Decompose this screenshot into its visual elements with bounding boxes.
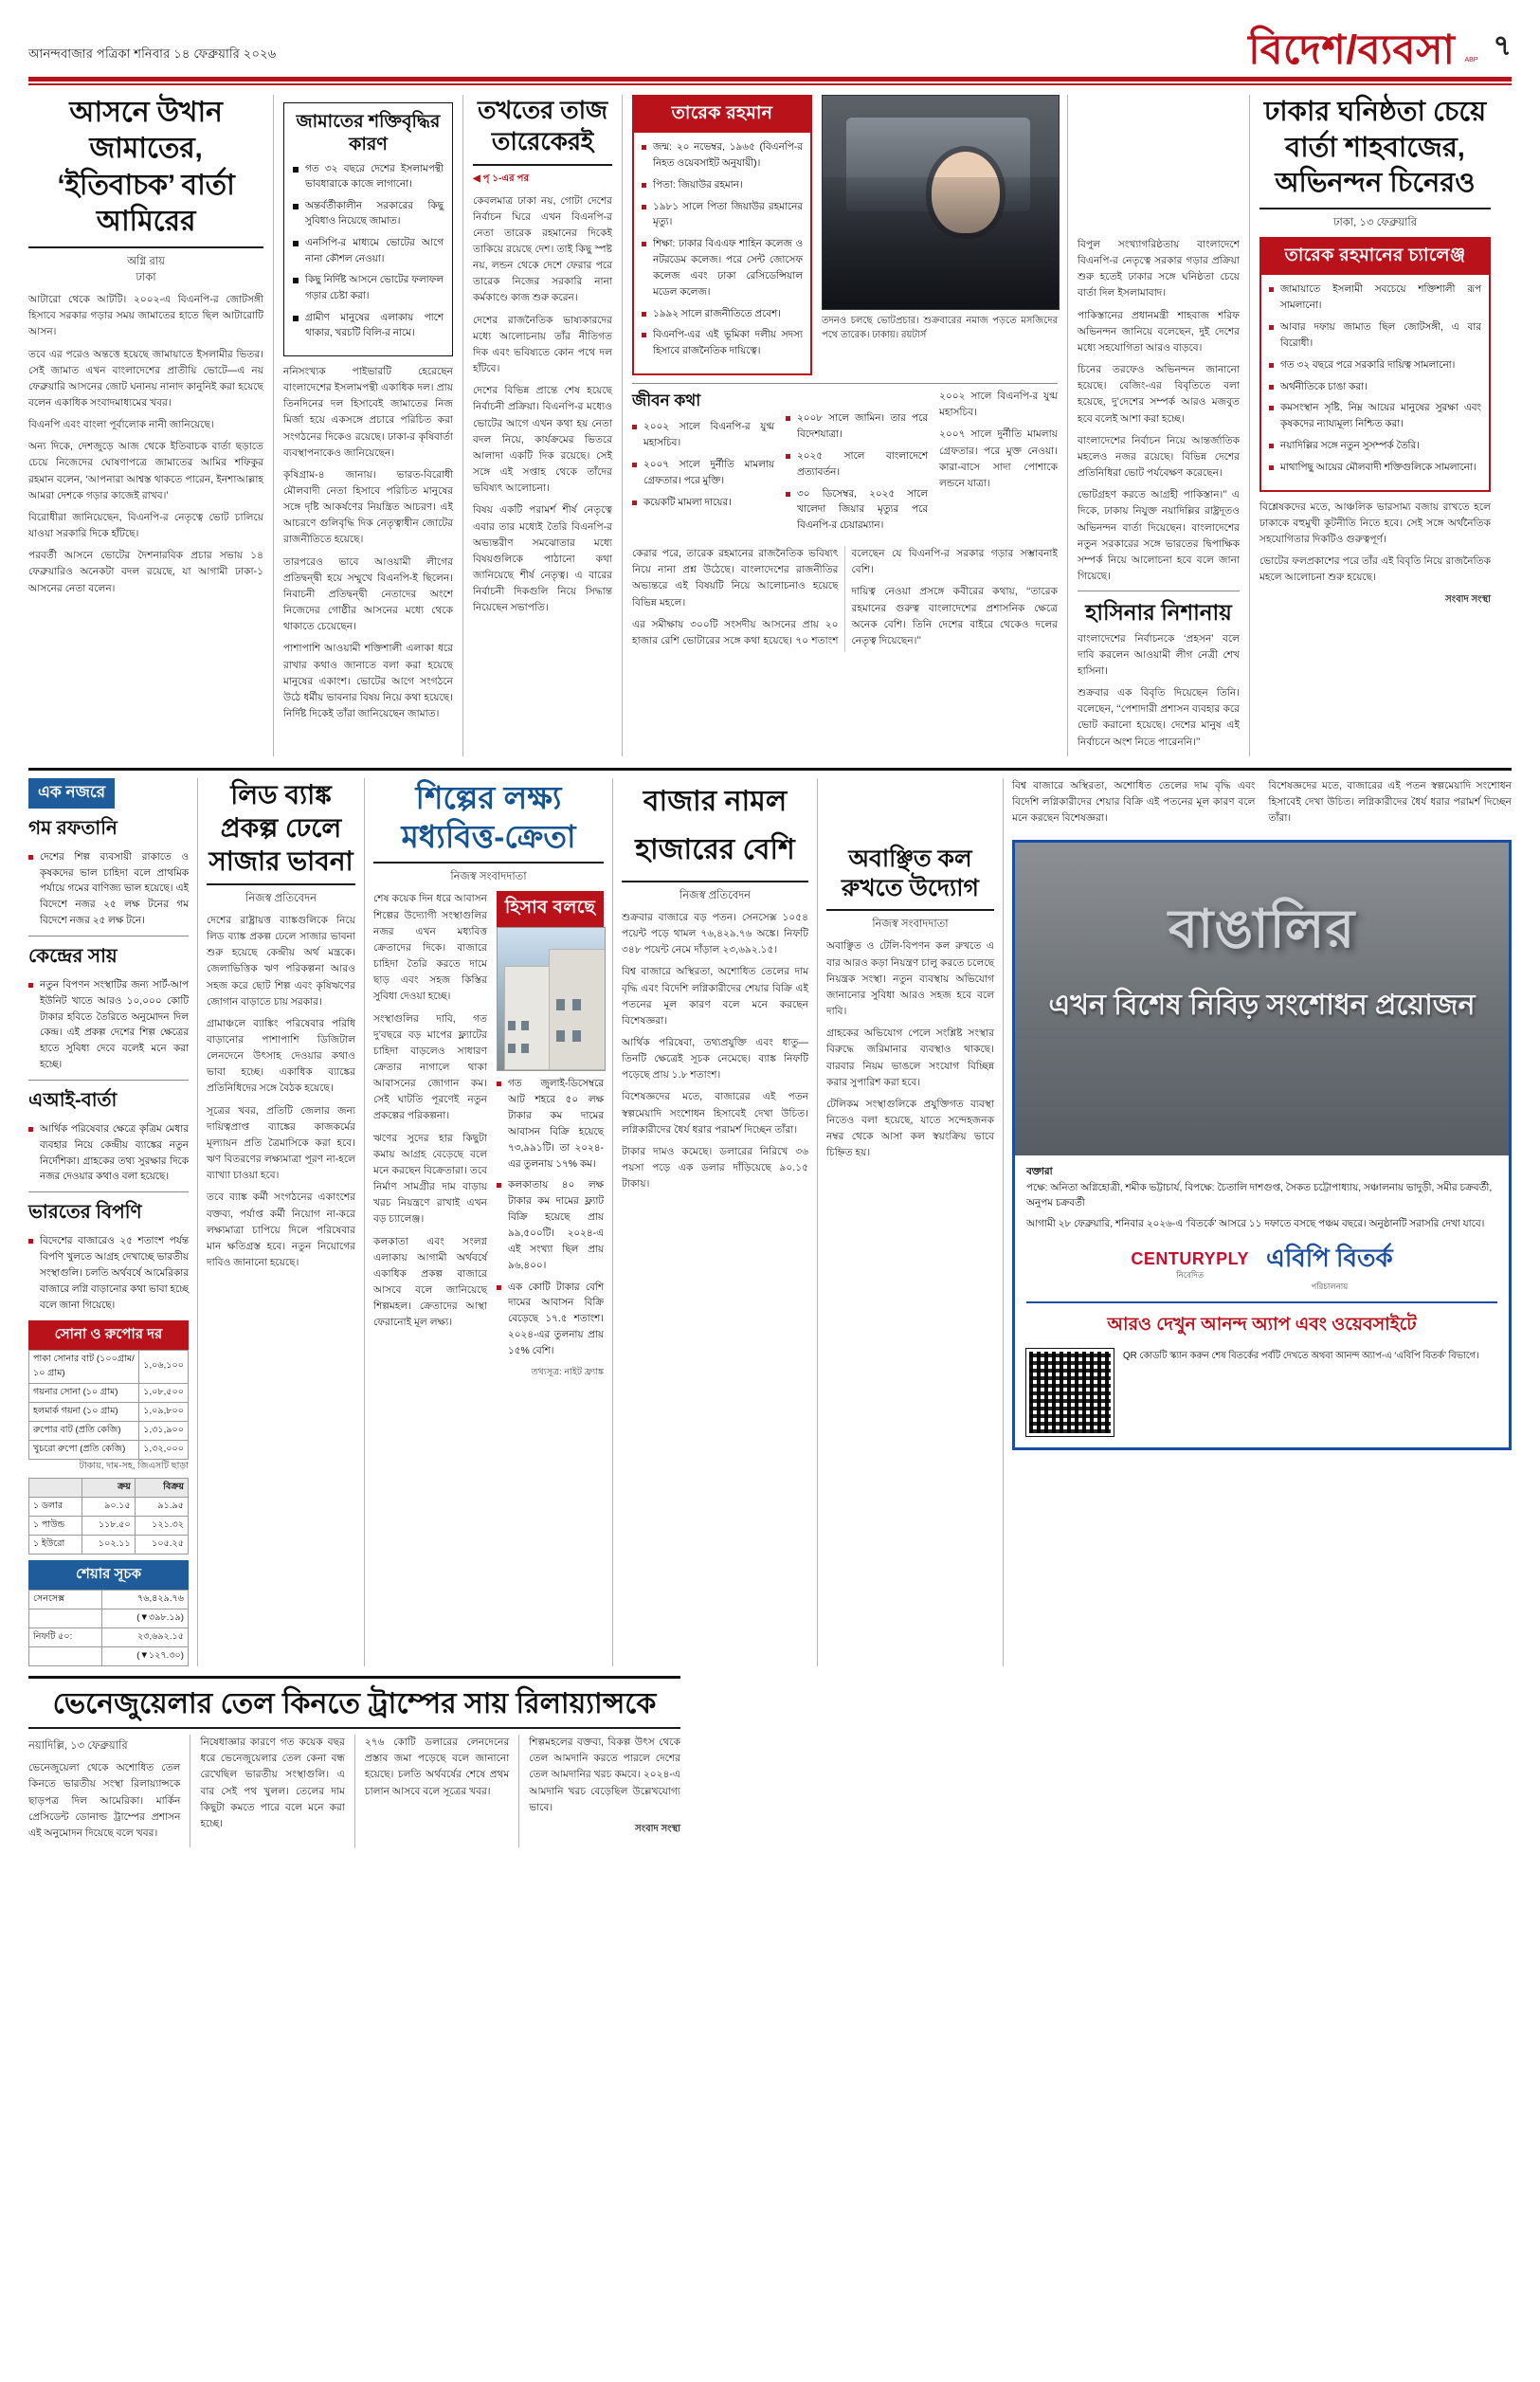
table-row: গয়নার সোনা (১০ গ্রাম) ১,০৮,৫০০ [29,1383,189,1402]
list-item: মাথাপিছু আয়ের মৌলবাদী শক্তিগুলিকে সামলানো। [1269,461,1481,477]
list-item: ২০০৮ সালে জামিন। তার পরে বিদেশযাত্রা। [786,411,928,444]
story-takhter-headline: তখতের তাজ তারেকেরই [478,96,607,156]
masthead-date: আনন্দবাজার পত্রিকা শনিবার ১৪ ফেব্রুয়ারি ২০২৬ [28,46,277,61]
list-item: নতুন বিপণন সংস্থাটির জন্য সার্ট-আপ ইউনিট খাতে আরও ১০,০০০ কোটি টাকার হবিতে তৈরিতে অনুমোদন দিল কেন্দ্র। এই প্রকল্প দেশের শিল্প ক্ষেত্রের হাতে সুবিধা দেবে বলেই মনে করা হচ্ছে। [28,978,189,1074]
brand-abp-sub: পরিচালনায় [1311,1281,1349,1291]
top-section [28,95,1512,756]
brand-centuryply-sub: নিবেদিত [1176,1270,1205,1281]
list-item: কমসংস্থান সৃষ্টি, নিম্ন আয়ের মানুষের সুরক্ষা এবং কৃষকদের ন্যায্যমূল্য নিশ্চিত করা। [1269,401,1481,433]
story-left-body: আটারো থেকে আটটি। ২০০২-এ বিএনপি-র জোটসঙ্গী হিসাবে সরকার গড়ার সময় জামাতের হাতে ছিল আটারোটি আসন। তবে এর পরেও অন্তত্তে হয়েছে জামায়াতে ইসলামীর ভিতর। সেই জামাত এখন বাংলাদেশের প্রাতীয়ি ভোটে—এ নয় ফেব্রুয়ারি আসনের জোট ঘনানয় নানাদ কানুনিই করা হয়েছে বলেন একাধিক সংবাদমাধ্যমের খবর। বিএনপি এবং বাংলা পূর্বালোক নানী জানিয়েছে। অন্য দিকে, দেশজুড়ে আজ থেকে ইতিবাচক বার্তা ছড়াতে চেয়ে নিজেদের ঘোষণাপত্রে জামাতের আমির শফিকুর রহমান বলেন, ‘আপনারা আশ্বস্ত থাকতে পারেন, ইনশাআল্লাহ আমরা দেশকে গড়ার কাজেই রাখব।’ বিরোধীরা জানিয়েছেন, বিএনপি-র নেতৃত্বে ভোট চালিয়ে যাওয়া সরকারি দিকে হাঁটছে। পরবর্তী আসনে ভোটের দৈশনারবিক প্রচার সভায় ১৪ ফেব্রুয়ারিও অনেকটা বদল রয়েছে, যা আগামী ঢাকা-১ আসনের নেতা বলেন। [28,294,263,594]
middle-section [28,768,1512,1666]
list-item: ৩০ ডিসেম্বর, ২০২৫ সালে খালেদা জিয়ার মৃত্যুর পরে বিএনপি-র চেয়ারম্যান। [786,487,928,536]
hisab-list [497,1077,604,1359]
table-row: ১ ডলার ৯০.১৫ ৯১.৯৫ [29,1497,189,1516]
sidebar-head-3: ভারতের বিপণি [28,1202,142,1224]
list-item: কলকাতায় ৪০ লক্ষ টাকার কম দামের ফ্ল্যাট বিক্রি হয়েছে প্রায় ৯৯,৫০০টি। ২০২৪-এ এই সংখ্যা ছিল প্রায় ৯৬,৪০০। [497,1178,604,1274]
life-list [632,420,774,511]
list-item: আবার দফায় জামাত ছিল জোটসঙ্গী, এ বার বিরোধী। [1269,320,1481,353]
sidebar-list-2 [28,1122,189,1186]
list-item: ১৯৯২ সালে রাজনীতিতে প্রবেশ। [642,307,803,323]
table-row: রুপোর বাট (প্রতি কেজি) ১,৩১,৯০০ [29,1421,189,1440]
list-item: এনসিপি-র মাধ্যমে ভোটের আগে নানা কৌশল নেওয়া। [293,236,444,267]
bottom-dateline: নয়াদিল্লি, ১৩ ফেব্রুয়ারি [28,1740,128,1753]
story-market [612,778,817,1666]
lead-bank-byline: নিজস্ব প্রতিবেদন [245,892,317,904]
story-call [817,778,1003,1666]
list-item: দেশের শিল্প ব্যবসায়ী রাকাতে ও কৃষকদের ভাল চাহিদা বলে প্রাথমিক পর্যায়ে গমের বাণিজ্য ভাল হয়েছে। এই বিদেশে নজর ২৫ লক্ষ টনের গম বিদেশে নজর ২৫ লক্ষ টনে। [28,850,189,930]
list-item: শিক্ষা: ঢাকার বিএএফ শাহিন কলেজ ও নটরডেম কলেজ। পরে সেন্ট জোসেফ কলেজ এবং ঢাকা রেসিডেন্সিয়াল মডেল কলেজ। [642,237,803,300]
sidebar-list-3 [28,1234,189,1314]
table-row: নিফটি ৫০: ২৩,৬৯২.১৫ [29,1627,189,1646]
gold-table [28,1350,189,1460]
tarek-photo-caption: তদনও চলছে ভোটপ্রচার। শুক্রবারের নমাজ পড়তে মসজিদের পথে তারেক। ঢাকায়। রয়টার্স [822,316,1058,340]
story-left-box-col [273,95,462,756]
shilpo-byline: নিজস্ব সংবাদদাতা [450,871,527,883]
table-row: ১ ইউরো ১০২.১১ ১০৫.২৫ [29,1535,189,1554]
list-item: কিছু নির্দিষ্ট আসনে ভোটের ফলাফল গড়ার চেষ্টা করা। [293,273,444,304]
bottom-col-2 [190,1735,353,1847]
advertisement[interactable] [1012,840,1512,1450]
table-row: হলমার্ক গয়না (১০ গ্রাম) ১,০৯,৮০০ [29,1402,189,1421]
story-right-headline: ঢাকার ঘনিষ্ঠতা চেয়ে বার্তা শাহবাজের, অভিনন্দন চিনেরও [1263,97,1487,199]
sidebar-ek-nojore [28,778,197,1666]
list-item: ২০২৫ সালে বাংলাদেশে প্রত্যাবর্তন। [786,449,928,482]
jamaat-box-list [293,162,444,342]
bottom-col-3 [354,1735,518,1847]
bottom-body-3: ২৭৬ কোটি ডলারের লেনদেনের প্রস্তাব জমা পড়েছে বলে জানানো হয়েছে। চলতি অর্থবর্ষের শেষে প্রথম চালান আসবে বলে সূত্রের খবর। [364,1736,510,1797]
hisab-box-title: হিসাব বলছে [497,891,604,927]
index-table [28,1590,189,1666]
shilpo-body: শেষ কয়েক দিন ধরে আবাসন শিল্পের উদ্যোগী সংস্থাগুলির নজর এখন মধ্যবিত্ত ক্রেতাদের দিকে। বাজারে চাহিদা তৈরি করতে দামে ছাড় এবং সহজ কিস্তির সুবিধা দেওয়া হচ্ছে। সংস্থাগুলির দাবি, গত দু’বছরে বড় মাপের ফ্ল্যাটের চাহিদা বাড়লেও সাধারণ ক্রেতার নাগালে থাকা আবাসনের জোগান কম। সেই ঘাটতি পূরণেই নতুন প্রকল্পের পরিকল্পনা। ঋণের সুদের হার কিছুটা কমায় আগ্রহ বেড়েছে বলে মনে করছেন বিক্রেতারা। তবে নির্মাণ সামগ্রীর দাম বাড়ায় খরচ নিয়ন্ত্রণে রাখাই এখন বড় চ্যালেঞ্জ। কলকাতা এবং সংলগ্ন এলাকায় আগামী অর্থবর্ষে একাধিক প্রকল্প বাজারে আসবে বলে জানিয়েছে শিল্পমহল। ক্রেতাদের আস্থা ফেরানোই মূল লক্ষ্য। [373,893,487,1329]
table-row: ১ পাউন্ড ১১৮.৫০ ১২১.৩২ [29,1516,189,1535]
forex-table [28,1478,189,1555]
byline-place: ঢাকা [136,271,156,283]
bottom-col-4 [518,1735,680,1847]
tarek-challenge-title: তারেক রহমানের চ্যালেঞ্জ [1261,239,1489,275]
story-takhter [462,95,622,756]
list-item: ১৯৮১ সালে পিতা জিয়াউর রহমানের মৃত্যু। [642,200,803,232]
tarek-challenge-list [1269,282,1481,476]
list-item: জন্ম: ২০ নভেম্বর, ১৯৬৫ (বিএনপি-র নিহত ওয়েবসাইট অনুযায়ী)। [642,140,803,173]
list-item: গত ৩২ বছরে পরে সরকারি দায়িত্ব সামলানো। [1269,358,1481,374]
masthead [28,23,1512,71]
hasina-subhead: হাসিনার নিশানায় [1085,600,1232,626]
story-left-headline: আসনে উখান জামাতের, ‘ইতিবাচক’ বার্তা আমিরের [57,97,235,238]
page-number: ৭ [1493,30,1512,62]
brand-centuryply: CENTURYPLY [1131,1249,1250,1269]
continuation-marker: ◀ পৃ ১-এর পর [473,173,530,184]
ad-column [1003,778,1512,1666]
list-item: ২০০২ সালে বিএনপি-র যুগ্ম মহাসচিব। [632,420,774,452]
index-title: শেয়ার সূচক [28,1560,189,1590]
tarek-photo [822,95,1060,310]
list-item: গত ৩২ বছরে দেশের ইসলামপন্থী ভাবধারাকে কাজে লাগানো। [293,162,444,193]
list-item: নয়াদিল্লির সঙ্গে নতুন সুসম্পর্ক তৈরি। [1269,439,1481,455]
tarek-profile-title: তারেক রহমান [634,97,810,133]
story-right-body: বিপুল সংখ্যাগরিষ্ঠতায় বাংলাদেশে বিএনপি-র নেতৃত্বে সরকার গড়ার প্রক্রিয়া শুরু হতেই ঢাকার সঙ্গে ঘনিষ্ঠতা চেয়ে বার্তা দিল ইসলামাবাদ। পাকিস্তানের প্রধানমন্ত্রী শাহবাজ শরিফ অভিনন্দন জানিয়ে বলেছেন, দুই দেশের মধ্যে সহযোগিতা আরও বাড়বে। চিনের তরফেও অভিনন্দন জানানো হয়েছে। বেজিং-এর বিবৃতিতে বলা হয়েছে, দু’দেশের সম্পর্ক আরও মজবুত হবে বলেই আশা করা হচ্ছে। বাংলাদেশের নির্বাচন নিয়ে আন্তর্জাতিক মহলেও নজর রয়েছে। বিভিন্ন দেশের প্রতিনিধিরা ভোট পর্যবেক্ষণ করেছেন। ভোটগ্রহণ করতে আগ্রহী পাকিস্তান।’’ এ দিকে, ঢাকায় নিযুক্ত নয়াদিল্লির রাষ্ট্রদূতও অভিনন্দন বার্তা দিয়েছেন। বাংলাদেশের নতুন সরকারের সঙ্গে ভারতের দ্বিপাক্ষিক সম্পর্ক নিয়ে আলোচনা হবে বলে জানা গিয়েছে। [1078,239,1240,582]
lead-bank-headline: লিড ব্যাঙ্ক প্রকল্প ঢেলে সাজার ভাবনা [208,779,353,876]
table-row: ক্রয় বিক্রয় [29,1478,189,1497]
sidebar-head-0: গম রফতানি [28,817,118,839]
ad-footer-line: আরও দেখুন আনন্দ অ্যাপ এবং ওয়েবসাইটে [1107,1314,1417,1335]
table-row: পাকা সোনার বাট (১০০গ্রাম/১০ গ্রাম) ১,০৬,১০০ [29,1350,189,1383]
brand-abp-bitarka: এবিপি বিতর্ক [1266,1243,1393,1272]
list-item: এক কোটি টাকার বেশি দামের আবাসন বিক্রি বেড়েছে ১৭.৫ শতাংশ। ২০২৪-এর তুলনায় প্রায় ১৫% বেশি। [497,1281,604,1360]
tarek-extra-body: ২০০২ সালে বিএনপি-র যুগ্ম মহাসচিব। ২০০৭ সালে দুর্নীতি মামলায় গ্রেফতার। পরে মুক্ত নেওয়া। কারা-বাসে সাদা পোশাকে লন্ডনে যাত্রা। [939,391,1058,489]
gold-note: টাকায়, দাম-সহ, জিএসটি ছাড়া [79,1460,189,1471]
call-body: অবাঞ্ছিত ও টেলি-বিপণন কল রুখতে এ বার আরও কড়া নিয়ন্ত্রণ চালু করতে চলেছে নিয়ন্ত্রক সংস্থা। নতুন ব্যবস্থায় অভিযোগ জানানোর সুবিধা আরও সহজ হবে বলে দাবি। গ্রাহকের অভিযোগ পেলে সংশ্লিষ্ট সংস্থার বিরুদ্ধে জরিমানার ব্যবস্থাও থাকছে। বারবার নিয়ম ভাঙলে সংযোগ বিচ্ছিন্ন করার সুপারিশ করা হবে। টেলিকম সংস্থাগুলিকে প্রযুক্তিগত ব্যবস্থা নিতেও বলা হয়েছে, যাতে সন্দেহজনক নম্বর থেকে আসা কল স্বয়ংক্রিয় ভাবে চিহ্নিত হয়। [826,940,994,1159]
list-item: অন্তর্বর্তীকালীন সরকারের কিছু সুবিধাও নিয়েছে জামাত। [293,199,444,230]
ad-hero [1015,843,1509,1155]
story-left-body-2: ননিসংখ্যক পাইভারটি হেরেছেন বাংলাদেশের ইসলামপন্থী একাধিক দল। প্রায় তিনদিনের দল হিসাবেই জামাতের নিজ মির্জা হয়ে একসঙ্গে প্রচারে পরিচিত করা সংগঠনের দিকেও রয়েছে। ঢাকা-র কৃষিবার্তা ব্যবস্থাপনাকেও জানিয়েছেন। কৃষিগ্রাম-৪ জানায়। ভারত-বিরোধী মৌলবাদী নেতা হিসাবে পরিচিত মানুষের সঙ্গে দৃষ্টি আকর্ষণের নিয়ন্ত্রিত আচরণ। এই আচরণে গুলিবৃদ্ধি দিক নেতৃত্বাধীন জোটের রাজনীতিতে হয়েছে। তারপরেও ভাবে আওয়ামী লীগের প্রতিদ্বন্দ্বী হয়ে সম্মুখে বিএনপি-ই ছিলেন। নিবাচনী প্রতিদ্বন্দ্বী নেতাদের অংশে নিজেদের গোষ্ঠীর আসনের মধ্যে থেকে থাকাতে চেয়েছেন। পাশাপাশি আওয়ামী শক্তিশালী এলাকা ধরে রাখার কথাও জানাতে বলা করা হয়েছে মানুষের একাংশ। ভোটের আগে সংগঠনে উঠে ধর্মীয় ভাবনার বিষয় নিয়ে কথা হয়েছে। নির্দিষ্ট দিকেই তাঁরা জানিয়েছেন জামাত। [283,365,453,720]
hasina-body: বাংলাদেশের নির্বাচনকে ‘প্রহসন’ বলে দাবি করলেন আওয়ামী লীগ নেত্রী শেখ হাসিনা। শুক্রবার এক বিবৃতি দিয়েছেন তিনি। বলেছেন, ‘‘পেশাদারী প্রশাসন ব্যবহার করে ভোট করানো হয়েছে। দেশের মানুষ এই নির্বাচনে অংশ নিতে পারেননি।’’ [1078,632,1240,748]
masthead-rule [28,77,1512,82]
story-left [28,95,273,756]
masthead-rule-2 [28,83,1512,85]
ad-footer [1026,1301,1497,1436]
story-right [1249,95,1491,756]
list-item: কয়েকটি মামলা দায়ের। [632,496,774,512]
ad-speakers-label: বক্তারা [1026,1167,1053,1178]
list-item: গ্রামীণ মানুষের এলাকায় পাশে থাকার, খরচটি বিলি-র নামে। [293,311,444,342]
story-lead-bank [197,778,364,1666]
section-title: বিদেশ/ব্যবসা [1248,27,1456,73]
sidebar-head-1: কেন্দ্রের সায় [28,945,118,967]
list-item: আর্থিক পরিষেবার ক্ষেত্রে কৃত্রিম মেধার ব্যবহার নিয়ে কেন্দ্রীয় ব্যাঙ্কের নতুন নির্দেশিকা। গ্রাহকের তথ্য সুরক্ষার দিকে নজর দেওয়ার কথাও বলা হয়েছে। [28,1122,189,1186]
list-item: বিএনপি-এর এই ভূমিকা দলীয় সদস্য হিসাবে রাজনৈতিক দায়িত্বে। [642,328,803,360]
bottom-headline: ভেনেজুয়েলার তেল কিনতে ট্রাম্পের সায় রিলায়্যান্সকে [52,1687,657,1719]
bottom-body-4: শিল্পমহলের বক্তব্য, বিকল্প উৎস থেকে তেল আমদানি করতে পারলে দেশের তেল আমদানির খরচ কমবে। ২০২৪-এ আমদানি খরচ বেড়েছিল উল্লেখযোগ্য ভাবে। [529,1736,680,1813]
life-list-2 [786,411,928,535]
story-right-tail: বিশ্লেষকদের মতে, আঞ্চলিক ভারসাম্য বজায় রাখতে হলে ঢাকাকে বহুমুখী কূটনীতি নিতে হবে। সেই সঙ্গে অর্থনৈতিক সহযোগিতার দিকটিও গুরুত্বপূর্ণ। ভোটের ফলপ্রকাশের পরে তাঁর এই বিবৃতি নিয়ে রাজনৈতিক মহলে আলোচনা শুরু হয়েছে। [1259,500,1491,584]
jamaat-box-title: জামাতের শক্তিবৃদ্ধির কারণ [296,112,441,155]
market-tail-body: বিশ্ব বাজারে অস্থিরতা, অশোধিত তেলের দাম বৃদ্ধি এবং বিদেশি লগ্নিকারীদের শেয়ার বিক্রি এই পতনের মূল কারণ বলে মনে করছেন বিশেষজ্ঞরা। বিশেষজ্ঞদের মতে, বাজারের এই পতন স্বল্পমেয়াদি সংশোধন হিসাবেই দেখা উচিত। লগ্নিকারীদের ধৈর্য ধরার পরামর্শ দিচ্ছেন তাঁরা। [1012,779,1512,824]
ad-title: বাঙালির [1168,899,1356,959]
sidebar-list-1 [28,978,189,1074]
story-right-signature: সংবাদ সংস্থা [1445,593,1491,605]
bottom-body-2: নিষেধাজ্ঞার কারণে গত কয়েক বছর ধরে ভেনেজুয়েলার তেল কেনা বন্ধ রেখেছিল ভারতীয় সংস্থাগুলি। এ বার সেই পথ খুলল। তেলের দাম কিছুটা কমতে পারে বলে মনে করা হচ্ছে। [200,1736,345,1829]
table-row: (▼১২৭.৩০) [29,1646,189,1665]
market-byline: নিজস্ব প্রতিবেদন [679,889,752,901]
ad-subtitle: এখন বিশেষ নিবিড় সংশোধন প্রয়োজন [1048,990,1476,1022]
ad-date-note: আগামী ২৮ ফেব্রুয়ারি, শনিবার ২০২৬-এ ‘বিতর্কে’ আসরে ১১ দফাতে বসছে পঞ্চম বছরে। অনুষ্ঠানটি সরাসরি দেখা যাবে। [1026,1219,1485,1230]
building-photo [497,927,606,1071]
market-body: শুক্রবার বাজারে বড় পতন। সেনসেক্স ১০৫৪ পয়েন্ট পড়ে থামল ৭৬,৪২৯.৭৬ অঙ্কে। নিফটি ৩৪৮ পয়েন্ট নেমে দাঁড়াল ২৩,৬৯২.১৫। বিশ্ব বাজারে অস্থিরতা, অশোধিত তেলের দাম বৃদ্ধি এবং বিদেশি লগ্নিকারীদের শেয়ার বিক্রি এই পতনের মূল কারণ বলে মনে করছেন বিশেষজ্ঞরা। আর্থিক পরিষেবা, তথ্যপ্রযুক্তি এবং ধাতু— তিনটি ক্ষেত্রেই সূচক নেমেছে। ব্যাঙ্ক নিফটি পড়েছে প্রায় ১.৮ শতাংশ। বিশেষজ্ঞদের মতে, বাজারের এই পতন স্বল্পমেয়াদি সংশোধন হিসাবেই দেখা উচিত। লগ্নিকারীদের ধৈর্য ধরার পরামর্শ দিচ্ছেন তাঁরা। টাকার দামও কমেছে। ডলারের নিরিখে ৩৬ পয়সা পড়ে এক ডলার দাঁড়িয়েছে ৯০.১৫ টাকায়। [622,911,808,1191]
story-tarek-profile [622,95,1067,756]
ad-speakers: পক্ষে: অনিতা অগ্নিহোত্রী, শমীক ভট্টাচার্য, বিপক্ষে: চৈতালি দাশগুপ্ত, সৈকত চট্টোপাধ্যায়, সঞ্চালনায় ভাদুড়ী, সমীর চক্রবর্তী, অনুপম চক্রবর্তী [1026,1182,1493,1209]
list-item: ২০০৭ সালে দুর্নীতি মামলায় গ্রেফতার। পরে মুক্তি। [632,458,774,490]
shilpo-headline: শিল্পের লক্ষ্য মধ্যবিত্ত-ক্রেতা [401,779,576,854]
table-row: (▼৩৯৮.১৯) [29,1609,189,1627]
qr-code-icon[interactable] [1026,1349,1114,1436]
list-item: পিতা: জিয়াউর রহমান। [642,178,803,194]
call-headline: অবাঞ্ছিত কল রুখতে উদ্যোগ [842,845,979,901]
sidebar-list-0 [28,850,189,930]
lead-bank-body: দেশের রাষ্ট্রায়ত্ত ব্যাঙ্কগুলিকে নিয়ে লিড ব্যাঙ্ক প্রকল্প ঢেলে সাজার ভাবনা শুরু হয়েছে কেন্দ্রীয় অর্থ মন্ত্রকে। জেলাভিত্তিক ঋণ পরিকল্পনা আরও সহজ করে ছোট শিল্প এবং কৃষিঋণের জোগান বাড়াতে চায় সরকার। গ্রামাঞ্চলে ব্যাঙ্কিং পরিষেবার পরিধি বাড়ানোর পাশাপাশি ডিজিটাল লেনদেনে উৎসাহ দেওয়ার কথাও ভাবা হচ্ছে। একাধিক ব্যাঙ্কের প্রতিনিধিদের সঙ্গে বৈঠক হয়েছে। সূত্রের খবর, প্রতিটি জেলার জন্য দায়িত্বপ্রাপ্ত ব্যাঙ্কের কাজকর্মের মূল্যায়ন প্রতি ত্রৈমাসিকে করা হবে। ঋণ বিতরণের লক্ষ্যমাত্রা পূরণ না-হলে ব্যাখ্যা চাওয়া হবে। তবে ব্যাঙ্ক কর্মী সংগঠনের একাংশের বক্তব্য, পর্যাপ্ত কর্মী নিয়োগ না-করে লক্ষ্যমাত্রা চাপিয়ে দিলে পরিষেবার মান ক্ষতিগ্রস্ত হবে। নতুন নিয়োগের দাবিও জানানো হয়েছে। [207,914,355,1269]
bottom-col-1 [28,1735,190,1847]
list-item: গত জুলাই-ডিসেম্বরে আট শহরে ৫০ লক্ষ টাকার কম দামের আবাসন বিক্রি হয়েছে ৭৩,৯৯১টি। তা ২০২৪-এর তুলনায় ১৭% কম। [497,1077,604,1173]
gold-table-title: সোনা ও রুপোর দর [28,1320,189,1350]
list-item: বিদেশের বাজারেও ২৫ শতাংশ পর্যন্ত বিপণি খুলতে আগ্রহ দেখাচ্ছে ভারতীয় সংস্থাগুলি। চলতি অর্থবর্ষে আমেরিকার বাজারে লগ্নি বাড়ানোর কথা ভাবা হচ্ছে বলে জানা গিয়েছে। [28,1234,189,1314]
list-item: অর্থনীতিকে চাঙা করা। [1269,380,1481,396]
bottom-body-1: ভেনেজুয়েলা থেকে অশোধিত তেল কিনতে ভারতীয় সংস্থা রিলায়্যান্সকে ছাড়পত্র দিল আমেরিকা। মার্কিন প্রেসিডেন্ট ডোনাল্ড ট্রাম্পের প্রশাসন এই অনুমোদন দিয়েছে বলে খবর। [28,1762,181,1839]
sidebar-head-2: এআই-বার্তা [28,1089,118,1111]
table-row: সেনসেক্স ৭৬,৪২৯.৭৬ [29,1590,189,1609]
story-right-dateline: ঢাকা, ১৩ ফেব্রুয়ারি [1332,217,1418,229]
hisab-note: তথ্যসূত্র: নাইট ফ্র্যাঙ্ক [531,1366,604,1377]
qr-text: QR কোডটি স্ক্যান করুন শেষ বিতর্কের পর্বটি দেখতে অথবা আনন্দ অ্যাপ-এ ‘এবিপি বিতর্ক’ বিভাগে। [1123,1350,1479,1361]
life-title: জীবন কথা [632,391,701,410]
tarek-challenge-box [1259,237,1491,491]
bottom-section [28,1676,680,1848]
jamaat-strength-box [283,102,453,356]
story-takhter-body: কেবলমাত্র ঢাকা নয়, গোটা দেশের নির্বাচন ঘিরে এখন বিএনপি-র নেতা তারেক রহমানের দিকেই তাকিয়ে রয়েছে দেশ। তাই কিছু স্পষ্ট নয়, লন্ডন থেকে দেশে ফেরার পরে তারেক নিজের সরকারি নানা কর্মকাণ্ডে কাজ শুরু করেন। দেশের রাজনৈতিক ভাষ্যকারদের মধ্যে আলোচনায় তাঁর নীতিগত দিক এবং ভবিষ্যতে কোন পথে দল হাঁটবে। দেশের বিভিন্ন প্রান্তে শেষ হয়েছে নির্বাচনী প্রক্রিয়া। বিএনপি-র মধ্যেও ভোটের আগে এখন কথা হয় নেতা বদল নিয়ে, কার্যক্রমের ভিতরে আলাদা একটি দিক রয়েছে। সেই সঙ্গে এই সপ্তাহ থেকে তাঁদের ভবিষ্যৎ আলোচনা। বিষয় একটি পরামর্শ শীর্ষ নেতৃত্বে এবার তার মধ্যেই তৈরি বিএনপি-র অভ্যন্তরীণ সমঝোতার মধ্যে বিষয়গুলিকে পাঠানো কথা জানিয়েছে শীর্ষ নেতৃত্ব। এ বারের নির্বাচনী দিকগুলি নিয়ে সিদ্ধান্ত নিয়েছেন সভাপতি। [473,194,612,614]
story-tarek-cols: কেরার পরে, তারেক রহমানের রাজনৈতিক ভবিষ্যৎ নিয়ে নানা প্রশ্ন উঠেছে। বাংলাদেশের রাজনীতির অভ্যন্তরে এই বিষয়টি নিয়ে আলোচনাও হয়েছে বিভিন্ন মহলে। এর সমীক্ষায় ৩০০টি সংসদীয় আসনের প্রায় ২০ হাজার রেশি ভোটারের সঙ্গে কথা হয়েছে। ৭০ শতাংশ বলেছেন যে বিএনপি-র সরকার গড়ার সম্ভাবনাই বেশি। দায়িত্ব নেওয়া প্রসঙ্গে কবীরের কথায়, ‘‘তারেক রহমানের গুরুত্ব বাংলাদেশের প্রশাসনিক ক্ষেত্রে অনেক বেশি। তিনি দেশের বাইরে থেকেও দলের নেতৃত্ব দিয়েছেন।’’ [632,548,1058,646]
sidebar-title: এক নজরে [28,778,115,809]
bottom-signature: সংবাদ সংস্থা [635,1823,680,1834]
byline-name: অগ্নি রায় [127,255,165,267]
abp-mark: ABP [1464,57,1478,64]
market-headline: বাজার নামল হাজারের বেশি [635,785,795,865]
ad-brands [1026,1239,1497,1294]
tarek-profile-box [632,95,812,375]
story-shilpo [364,778,612,1666]
tarek-profile-facts [642,140,803,360]
story-right-body-col [1067,95,1249,756]
call-byline: নিজস্ব সংবাদদাতা [872,918,949,931]
list-item: জামায়াতে ইসলামী সবচেয়ে শক্তিশালী রূপ সামলানো। [1269,282,1481,315]
table-row: খুচরো রুপো (প্রতি কেজি) ১,৩২,০০০ [29,1440,189,1459]
story-left-byline [28,254,263,287]
